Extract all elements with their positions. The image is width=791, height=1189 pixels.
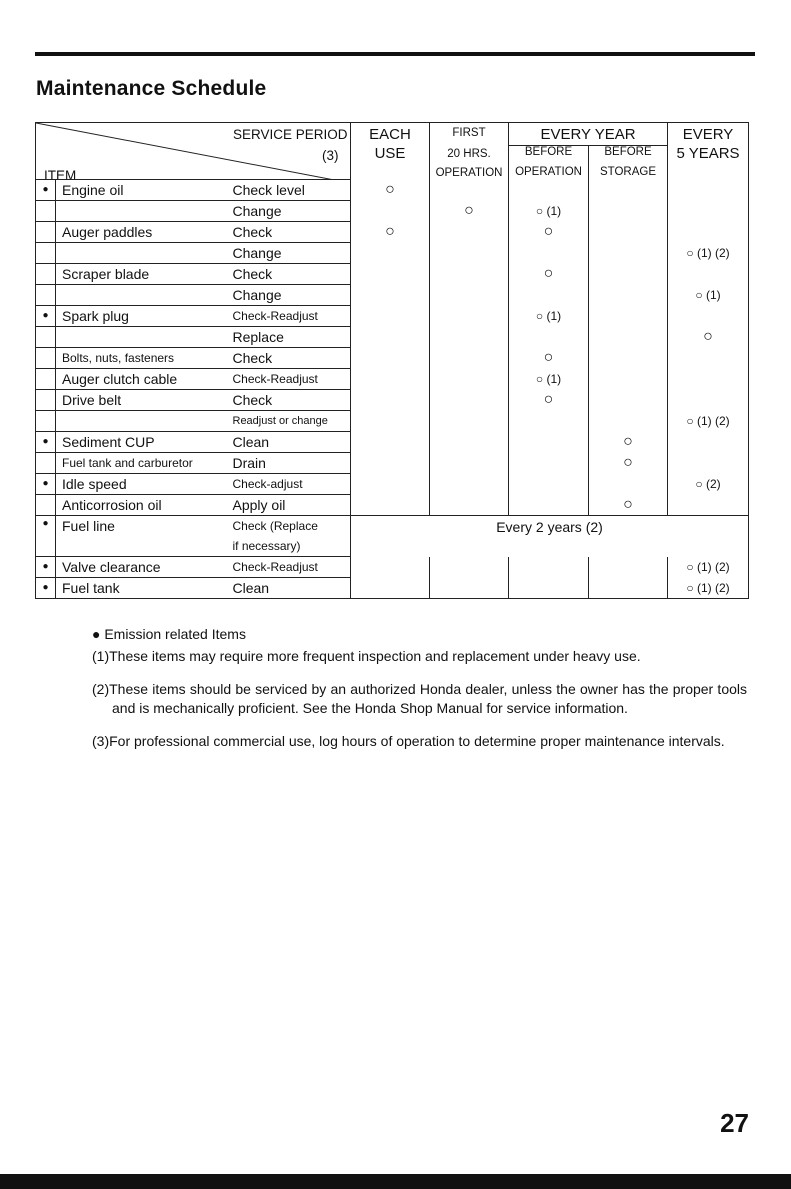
page-number: 27 <box>720 1108 749 1138</box>
header-use: USE <box>374 145 406 162</box>
period-each-use <box>351 264 430 285</box>
item-name <box>56 327 231 348</box>
emission-bullet: ● <box>36 516 56 557</box>
period-before-storage <box>589 180 668 201</box>
table-row <box>36 306 749 327</box>
emission-bullet <box>36 369 56 390</box>
header-each: EACH <box>369 126 411 143</box>
service-action: Check-adjust <box>231 474 351 495</box>
period-before-storage <box>589 243 668 264</box>
service-action: Clean <box>231 578 351 599</box>
period-first-20 <box>430 327 509 348</box>
period-before-op <box>509 495 589 516</box>
emission-bullet: ● <box>36 557 56 578</box>
period-every-5: ○ (1) <box>668 285 749 306</box>
period-before-storage <box>589 201 668 222</box>
table-row <box>36 474 749 495</box>
header-5-years: 5 YEARS <box>676 145 740 162</box>
period-each-use <box>351 348 430 369</box>
header-every: EVERY <box>682 126 734 143</box>
period-each-use: ○ <box>351 222 430 243</box>
period-before-storage <box>589 306 668 327</box>
service-action: Change <box>231 243 351 264</box>
period-before-op: ○ <box>509 264 589 285</box>
service-action: Replace <box>231 327 351 348</box>
note-3: (3)For professional commercial use, log hours of operation to determine proper maintenance intervals. <box>92 733 725 749</box>
emission-bullet: ● <box>36 180 56 201</box>
header-service-period-note: (3) <box>322 148 339 163</box>
period-before-op <box>509 432 589 453</box>
period-before-op: ○ <box>509 348 589 369</box>
period-each-use <box>351 495 430 516</box>
header-first: FIRST <box>452 127 486 139</box>
period-every-5 <box>668 348 749 369</box>
period-before-storage: ○ <box>589 453 668 474</box>
header-every-year: EVERY YEAR <box>509 123 668 146</box>
header-before-op-1: BEFORE <box>524 146 573 159</box>
item-name: Spark plug <box>56 306 231 327</box>
header-every-5-years <box>668 123 749 180</box>
bottom-rule <box>0 1174 791 1189</box>
period-each-use <box>351 327 430 348</box>
period-every-5: ○ <box>668 327 749 348</box>
period-first-20 <box>430 390 509 411</box>
item-name <box>56 411 231 432</box>
period-before-op: ○ (1) <box>509 369 589 390</box>
period-first-20 <box>430 411 509 432</box>
period-every-5: ○ (1) (2) <box>668 411 749 432</box>
period-each-use <box>351 390 430 411</box>
table-row <box>36 495 749 516</box>
service-action: Check level <box>231 180 351 201</box>
item-name: Bolts, nuts, fasteners <box>56 348 231 369</box>
emission-bullet: ● <box>36 432 56 453</box>
period-every-5 <box>668 369 749 390</box>
period-first-20 <box>430 306 509 327</box>
note-2: (2)These items should be serviced by an authorized Honda dealer, unless the owner has the proper tools and is mechanically proficient. See the Honda Shop Manual for service information. <box>92 681 747 716</box>
note-1: (1)These items may require more frequent inspection and replacement under heavy use. <box>92 648 641 664</box>
period-first-20 <box>430 369 509 390</box>
period-first-20 <box>430 348 509 369</box>
period-each-use <box>351 411 430 432</box>
period-every-5 <box>668 453 749 474</box>
period-every-5: ○ (1) (2) <box>668 243 749 264</box>
table-row <box>36 369 749 390</box>
period-first-20 <box>430 264 509 285</box>
period-first-20 <box>430 432 509 453</box>
period-each-use <box>351 369 430 390</box>
emission-bullet <box>36 222 56 243</box>
item-name: Drive belt <box>56 390 231 411</box>
emission-bullet <box>36 390 56 411</box>
period-before-op <box>509 474 589 495</box>
period-before-op <box>509 557 589 578</box>
period-before-op <box>509 453 589 474</box>
service-action: if necessary) <box>232 539 301 553</box>
header-before-operation <box>509 146 589 180</box>
period-each-use <box>351 474 430 495</box>
period-before-storage <box>589 474 668 495</box>
maintenance-schedule-table <box>35 122 748 601</box>
period-before-storage <box>589 369 668 390</box>
table-row <box>36 285 749 306</box>
header-diagonal-cell <box>36 123 351 180</box>
item-name: Idle speed <box>56 474 231 495</box>
period-every-5: ○ (1) (2) <box>668 578 749 599</box>
service-action: Check (Replace <box>231 516 351 537</box>
emission-bullet: ● <box>36 474 56 495</box>
item-name: Fuel tank and carburetor <box>56 453 231 474</box>
header-before-st-2: STORAGE <box>600 165 657 178</box>
period-before-op <box>509 285 589 306</box>
period-every-5 <box>668 180 749 201</box>
notes-section <box>92 625 747 751</box>
period-every-5 <box>668 306 749 327</box>
emission-bullet <box>36 327 56 348</box>
period-every-5 <box>668 222 749 243</box>
period-each-use <box>351 578 430 599</box>
header-service-period: SERVICE PERIOD <box>233 127 348 142</box>
service-action: Clean <box>231 432 351 453</box>
note-emission: ● Emission related Items <box>92 626 246 642</box>
period-before-storage <box>589 264 668 285</box>
emission-bullet <box>36 495 56 516</box>
period-each-use <box>351 306 430 327</box>
period-before-storage <box>589 222 668 243</box>
table-row <box>36 180 749 201</box>
header-operation: OPERATION <box>435 167 503 179</box>
table-row <box>36 453 749 474</box>
table-row <box>36 432 749 453</box>
period-before-storage: ○ <box>589 432 668 453</box>
service-action: Check <box>231 390 351 411</box>
item-name: Fuel tank <box>56 578 231 599</box>
period-before-storage <box>589 348 668 369</box>
item-name <box>56 201 231 222</box>
table-row <box>36 557 749 578</box>
period-every-5 <box>668 201 749 222</box>
service-action: Check <box>231 264 351 285</box>
period-before-storage <box>589 557 668 578</box>
table-row <box>36 243 749 264</box>
item-name: Auger clutch cable <box>56 369 231 390</box>
period-first-20: ○ <box>430 201 509 222</box>
period-before-storage <box>589 327 668 348</box>
period-each-use <box>351 557 430 578</box>
table-row <box>36 411 749 432</box>
service-action: Check-Readjust <box>231 306 351 327</box>
header-item: ITEM <box>44 168 77 180</box>
emission-bullet <box>36 264 56 285</box>
period-first-20 <box>430 222 509 243</box>
period-before-op: ○ <box>509 390 589 411</box>
period-before-op: ○ (1) <box>509 306 589 327</box>
header-each-use <box>351 123 430 180</box>
table-row <box>36 222 749 243</box>
page-title: Maintenance Schedule <box>36 77 267 100</box>
period-before-storage <box>589 411 668 432</box>
service-action: Drain <box>231 453 351 474</box>
item-name: Scraper blade <box>56 264 231 285</box>
period-every-2-years: Every 2 years (2) <box>351 516 749 557</box>
period-before-op <box>509 180 589 201</box>
period-before-storage: ○ <box>589 495 668 516</box>
table-row <box>36 390 749 411</box>
item-name: Valve clearance <box>56 557 231 578</box>
period-first-20 <box>430 453 509 474</box>
service-action: Check <box>231 348 351 369</box>
table-row <box>36 578 749 599</box>
service-action: Check-Readjust <box>231 557 351 578</box>
period-first-20 <box>430 243 509 264</box>
header-first-20-hrs <box>430 123 509 180</box>
period-every-5: ○ (1) (2) <box>668 557 749 578</box>
period-each-use <box>351 285 430 306</box>
item-name: Anticorrosion oil <box>56 495 231 516</box>
table-row <box>36 348 749 369</box>
table-row <box>36 201 749 222</box>
emission-bullet <box>36 285 56 306</box>
period-every-5 <box>668 432 749 453</box>
period-every-5: ○ (2) <box>668 474 749 495</box>
period-before-op <box>509 578 589 599</box>
service-action: Check <box>231 222 351 243</box>
period-first-20 <box>430 285 509 306</box>
item-name: Auger paddles <box>56 222 231 243</box>
period-before-op: ○ <box>509 222 589 243</box>
period-before-op <box>509 243 589 264</box>
period-before-op <box>509 411 589 432</box>
service-action: Apply oil <box>231 495 351 516</box>
period-every-5 <box>668 495 749 516</box>
emission-bullet <box>36 201 56 222</box>
service-action: Readjust or change <box>231 411 351 432</box>
period-before-storage <box>589 578 668 599</box>
table-row-fuel-line <box>36 516 749 537</box>
period-each-use: ○ <box>351 180 430 201</box>
emission-bullet <box>36 348 56 369</box>
header-before-op-2: OPERATION <box>515 165 582 178</box>
period-before-storage <box>589 390 668 411</box>
emission-bullet <box>36 411 56 432</box>
emission-bullet: ● <box>36 578 56 599</box>
emission-bullet <box>36 243 56 264</box>
period-first-20 <box>430 578 509 599</box>
period-before-op: ○ (1) <box>509 201 589 222</box>
period-every-5 <box>668 390 749 411</box>
period-each-use <box>351 243 430 264</box>
service-action: Change <box>231 285 351 306</box>
item-name: Fuel line <box>56 516 231 557</box>
period-first-20 <box>430 495 509 516</box>
item-name: Sediment CUP <box>56 432 231 453</box>
table-row <box>36 327 749 348</box>
service-action: Check-Readjust <box>231 369 351 390</box>
item-name: Engine oil <box>56 180 231 201</box>
emission-bullet <box>36 453 56 474</box>
period-each-use <box>351 201 430 222</box>
period-first-20 <box>430 557 509 578</box>
period-each-use <box>351 453 430 474</box>
item-name <box>56 243 231 264</box>
period-first-20 <box>430 180 509 201</box>
period-before-op <box>509 327 589 348</box>
emission-bullet: ● <box>36 306 56 327</box>
period-each-use <box>351 432 430 453</box>
period-before-storage <box>589 285 668 306</box>
header-before-st-1: BEFORE <box>604 146 652 159</box>
item-name <box>56 285 231 306</box>
period-every-5 <box>668 264 749 285</box>
header-20hrs: 20 HRS. <box>447 147 491 160</box>
top-rule <box>35 52 755 56</box>
period-first-20 <box>430 474 509 495</box>
header-before-storage <box>589 146 668 180</box>
service-action: Change <box>231 201 351 222</box>
table-row <box>36 264 749 285</box>
